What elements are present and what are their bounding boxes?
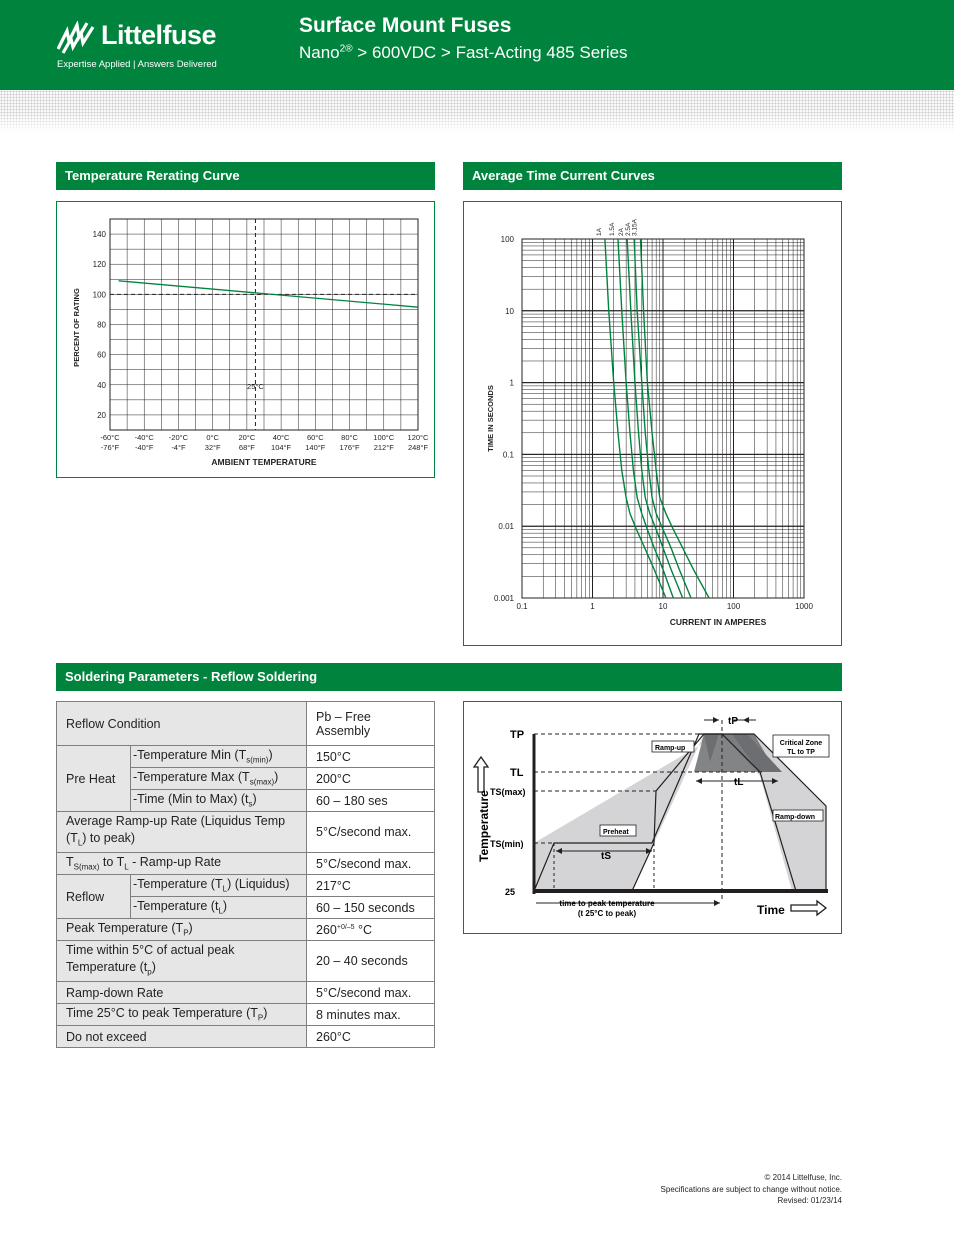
temperature-up-arrow-icon xyxy=(474,757,488,792)
reflow-label: Reflow xyxy=(57,875,131,919)
reflow-tl-label: -Temperature $(T_L)$ (Liquidus) xyxy=(131,875,307,897)
reflow-time-label: -Temperature $(t_L)$ xyxy=(131,897,307,919)
rerating-chart-box xyxy=(56,201,435,478)
soldering-parameters-table xyxy=(56,701,435,1048)
ramp-down-value: 5°C/second max. xyxy=(307,982,435,1004)
x-axis-label: CURRENT IN AMPERES xyxy=(669,617,767,627)
y-tick-label: 0.001 xyxy=(493,594,514,603)
time-25-to-peak-value: 8 minutes max. xyxy=(307,1004,435,1026)
critical-zone-shade xyxy=(694,734,776,772)
preheat-label: Preheat xyxy=(603,829,629,836)
reflow-tl-value: 217°C xyxy=(307,875,435,897)
x-tick-label-c: 100°C xyxy=(373,433,395,442)
table-row xyxy=(57,919,435,941)
y-tick-label: 80 xyxy=(97,320,106,330)
reflow-profile-box xyxy=(463,701,842,934)
tsmax-label: TS(max) xyxy=(490,787,526,797)
page-subtitle: Nano$^{2®}$ > 600VDC > Fast-Acting 485 Series xyxy=(299,43,628,62)
tcc-curve-3-15A xyxy=(641,239,710,598)
table-row xyxy=(57,702,435,746)
x-tick-label-f: 176°F xyxy=(339,443,360,452)
x-tick-label-f: -40°F xyxy=(135,443,154,452)
tsmin-label: TS(min) xyxy=(490,839,524,849)
x-tick-label-f: 140°F xyxy=(305,443,326,452)
tcc-curve-1A xyxy=(605,239,666,598)
x-tick-label: 1000 xyxy=(795,602,813,611)
dot-pattern-band xyxy=(0,90,954,132)
rerating-chart xyxy=(57,202,434,477)
x-tick-label-c: -60°C xyxy=(100,433,120,442)
avg-ramp-value: 5°C/second max. xyxy=(307,812,435,853)
x-tick-label-f: 104°F xyxy=(271,443,292,452)
ts-to-tl-value: 5°C/second max. xyxy=(307,853,435,875)
table-row xyxy=(57,812,435,853)
critical-zone-range: TL to TP xyxy=(787,749,815,756)
time-right-arrow-icon xyxy=(791,901,826,915)
x-tick-label-f: 68°F xyxy=(238,443,255,452)
y-tick-label: 100 xyxy=(92,290,106,300)
ramp-down-label: Ramp-down Rate xyxy=(57,982,307,1004)
peak-temp-label: Peak Temperature $(T_P)$ xyxy=(57,919,307,941)
preheat-time-value: 60 – 180 ses xyxy=(307,790,435,812)
x-tick-label-f: -4°F xyxy=(171,443,186,452)
y-tick-label: 1 xyxy=(509,378,514,388)
reference-label-25c: 25°C xyxy=(247,381,264,391)
x-tick-label: 0.1 xyxy=(516,602,528,611)
x-tick-label-c: 60°C xyxy=(306,433,324,442)
y-tick-label: 20 xyxy=(97,410,106,420)
y-tick-label: 100 xyxy=(500,235,514,244)
preheat-label: Pre Heat xyxy=(57,746,131,812)
table-row xyxy=(57,875,435,897)
preheat-tmin-value: 150°C xyxy=(307,746,435,768)
reflow-condition-label: Reflow Condition xyxy=(57,702,307,746)
avg-ramp-label: Average Ramp-up Rate (Liquidus Temp $(T_L)$ to peak) xyxy=(57,812,307,853)
x-tick-label: 1 xyxy=(590,602,595,611)
time-to-peak-label: time to peak temperature xyxy=(559,899,655,908)
reflow-condition-value: Pb – Free Assembly xyxy=(307,702,435,746)
tcc-curve-2A xyxy=(627,239,683,598)
y-tick-label: 60 xyxy=(97,350,106,360)
preheat-tmin-label: -Temperature Min $(T_{s(min)})$ xyxy=(131,746,307,768)
section-header-tcc: Average Time Current Curves xyxy=(463,162,842,190)
x-tick-label: 100 xyxy=(726,602,741,611)
table-row xyxy=(57,746,435,768)
tl-label: TL xyxy=(510,767,524,779)
y-tick-label: 10 xyxy=(505,306,514,316)
section-header-rerating: Temperature Rerating Curve xyxy=(56,162,435,190)
reflow-time-value: 60 – 150 seconds xyxy=(307,897,435,919)
temperature-axis-label: Temperature xyxy=(477,790,491,862)
ts-time-label: tS xyxy=(601,851,611,862)
header-bar xyxy=(0,0,954,90)
tl-time-label: tL xyxy=(734,777,744,788)
x-tick-label-f: 248°F xyxy=(407,443,429,452)
y-tick-label: 0.01 xyxy=(498,522,514,532)
critical-zone-label: Critical Zone xyxy=(779,740,823,747)
littelfuse-logo[interactable] xyxy=(57,19,227,74)
footer xyxy=(661,1172,842,1207)
series-label: 2.5A xyxy=(625,222,633,236)
rerating-curve xyxy=(119,281,418,307)
copyright-text: © 2014 Littelfuse, Inc. xyxy=(764,1173,842,1182)
table-row xyxy=(57,982,435,1004)
x-tick-label-f: -76°F xyxy=(100,443,120,452)
time-25-to-peak-label: Time 25°C to peak Temperature $(T_P)$ xyxy=(57,1004,307,1026)
time-within-peak-label: Time within 5°C of actual peak Temperature $(t_p)$ xyxy=(57,941,307,982)
do-not-exceed-label: Do not exceed xyxy=(57,1026,307,1048)
time-current-chart xyxy=(464,202,841,645)
time-within-peak-value: 20 – 40 seconds xyxy=(307,941,435,982)
series-label: 3.15A xyxy=(631,219,639,236)
y-tick-label: 120 xyxy=(92,260,106,270)
x-tick-label-c: 80°C xyxy=(341,433,358,442)
x-tick-label-c: 120°C xyxy=(407,433,429,442)
ts-to-tl-label: $T_{S(max)}$ to $T_L$ - Ramp-up Rate xyxy=(57,853,307,875)
notice-text: Specifications are subject to change without notice. xyxy=(660,1184,842,1194)
x-tick-label-c: 0°C xyxy=(206,433,219,442)
page-title: Surface Mount Fuses xyxy=(299,14,512,37)
x-tick-label-c: 40°C xyxy=(272,433,290,442)
y-tick-label: 40 xyxy=(97,380,106,390)
x-tick-label: 10 xyxy=(658,602,668,611)
x-axis-label: AMBIENT TEMPERATURE xyxy=(211,457,317,467)
brand-name: Littelfuse xyxy=(101,20,217,50)
x-tick-label-f: 32°F xyxy=(204,443,221,452)
y-axis-label: PERCENT OF RATING xyxy=(72,288,81,367)
revised-date: Revised: 01/23/14 xyxy=(777,1196,842,1205)
t25-label: 25 xyxy=(505,887,516,897)
do-not-exceed-value: 260°C xyxy=(307,1026,435,1048)
series-label: 1A xyxy=(595,228,603,236)
brand-tagline: Expertise Applied | Answers Delivered xyxy=(57,59,217,70)
peak-temp-value: $260^{+0/-5}$ °C xyxy=(307,919,435,941)
x-tick-label-c: -20°C xyxy=(168,433,189,442)
ramp-up-label: Ramp-up xyxy=(655,745,686,752)
y-tick-label: 0.1 xyxy=(502,450,514,460)
preheat-time-label: -Time (Min to Max) $(t_s)$ xyxy=(131,790,307,812)
tcc-chart-box xyxy=(463,201,842,646)
preheat-tmax-value: 200°C xyxy=(307,768,435,790)
reflow-profile-diagram xyxy=(464,702,841,933)
y-tick-label: 140 xyxy=(92,230,106,240)
time-axis-label: Time xyxy=(757,903,785,917)
table-row xyxy=(57,1026,435,1048)
x-tick-label-c: 20°C xyxy=(238,433,256,442)
table-row xyxy=(57,1004,435,1026)
section-header-soldering: Soldering Parameters - Reflow Soldering xyxy=(56,663,842,691)
series-label: 2A xyxy=(618,228,626,236)
tp-time-label: tP xyxy=(728,716,738,727)
table-row xyxy=(57,941,435,982)
x-tick-label-f: 212°F xyxy=(373,443,394,452)
series-label: 1.5A xyxy=(609,222,617,236)
preheat-tmax-label: -Temperature Max $(T_{s(max)})$ xyxy=(131,768,307,790)
ramp-down-label: Ramp-down xyxy=(775,814,816,821)
y-axis-label: TIME IN SECONDS xyxy=(486,385,495,452)
fuse-logo-icon xyxy=(57,21,95,55)
time-to-peak-sublabel: (t 25°C to peak) xyxy=(577,909,637,918)
tp-label: TP xyxy=(510,729,525,741)
table-row xyxy=(57,853,435,875)
x-tick-label-c: -40°C xyxy=(134,433,154,442)
